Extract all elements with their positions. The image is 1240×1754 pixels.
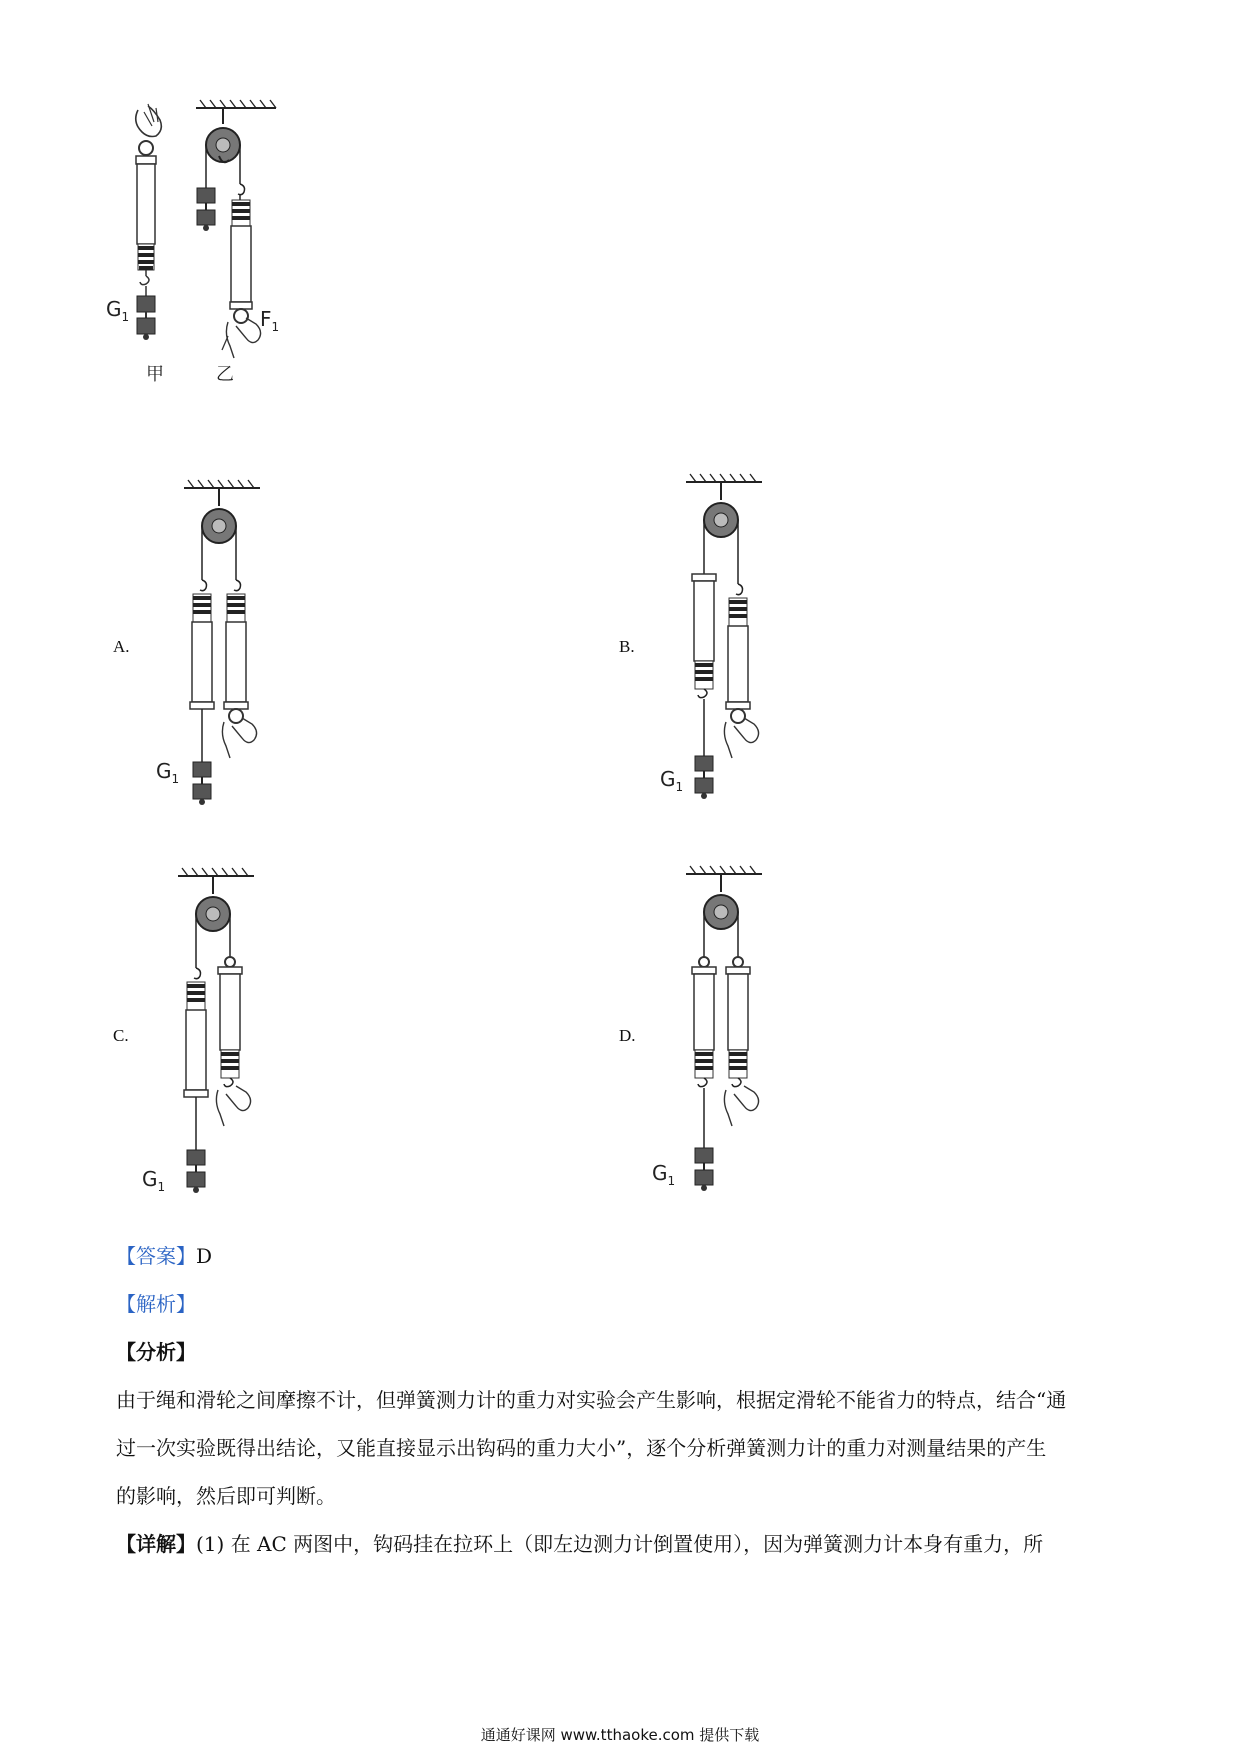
- option-b-label: B.: [619, 637, 635, 656]
- answer-value: D: [196, 1244, 213, 1268]
- yi-force-label: $F_1$: [260, 307, 280, 334]
- option-c-figure: [142, 868, 282, 1218]
- option-b-figure: [650, 474, 790, 824]
- detail-text: (1) 在 AC 两图中，钩码挂在拉环上（即左边测力计倒置使用），因为弹簧测力计本身有重力，所: [196, 1532, 1044, 1556]
- page-footer: 通通好课网 www.tthaoke.com 提供下载: [480, 1726, 760, 1744]
- jia-weight-label: $G_1$: [106, 297, 130, 324]
- label-jia: 甲: [146, 364, 164, 385]
- fenxi-body: [116, 1376, 1136, 1520]
- detail-line: [116, 1520, 1136, 1568]
- fenxi-line-2: 过一次实验既得出结论，又能直接显示出钩码的重力大小”，逐个分析弹簧测力计的重力对测量结果的产生: [116, 1436, 1047, 1460]
- option-c-weight-label: $G_1$: [142, 1167, 166, 1194]
- detail-label: 【详解】: [116, 1532, 196, 1556]
- fenxi-line-3: 的影响，然后即可判断。: [116, 1484, 336, 1508]
- option-a-figure: [148, 480, 288, 830]
- analysis-heading: [116, 1280, 1136, 1328]
- option-a-label: A.: [113, 637, 130, 656]
- option-d-weight-label: $G_1$: [652, 1161, 676, 1188]
- answer-label: 【答案】: [116, 1244, 196, 1268]
- option-a-weight-label: $G_1$: [156, 759, 180, 786]
- option-c-label: C.: [113, 1026, 129, 1045]
- jia-apparatus: [136, 104, 162, 340]
- answer-line: [116, 1232, 1136, 1280]
- fenxi-line-1: 由于绳和滑轮之间摩擦不计，但弹簧测力计的重力对实验会产生影响，根据定滑轮不能省力的特点，结合“通: [116, 1388, 1067, 1412]
- label-yi: 乙: [216, 364, 234, 385]
- figure-jia-yi: [100, 100, 330, 440]
- fenxi-heading: [116, 1328, 1136, 1376]
- fenxi-label: 【分析】: [116, 1340, 196, 1364]
- option-d-figure: [650, 866, 790, 1216]
- option-b-weight-label: $G_1$: [660, 767, 684, 794]
- analysis-label: 【解析】: [116, 1292, 196, 1316]
- option-d-label: D.: [619, 1026, 636, 1045]
